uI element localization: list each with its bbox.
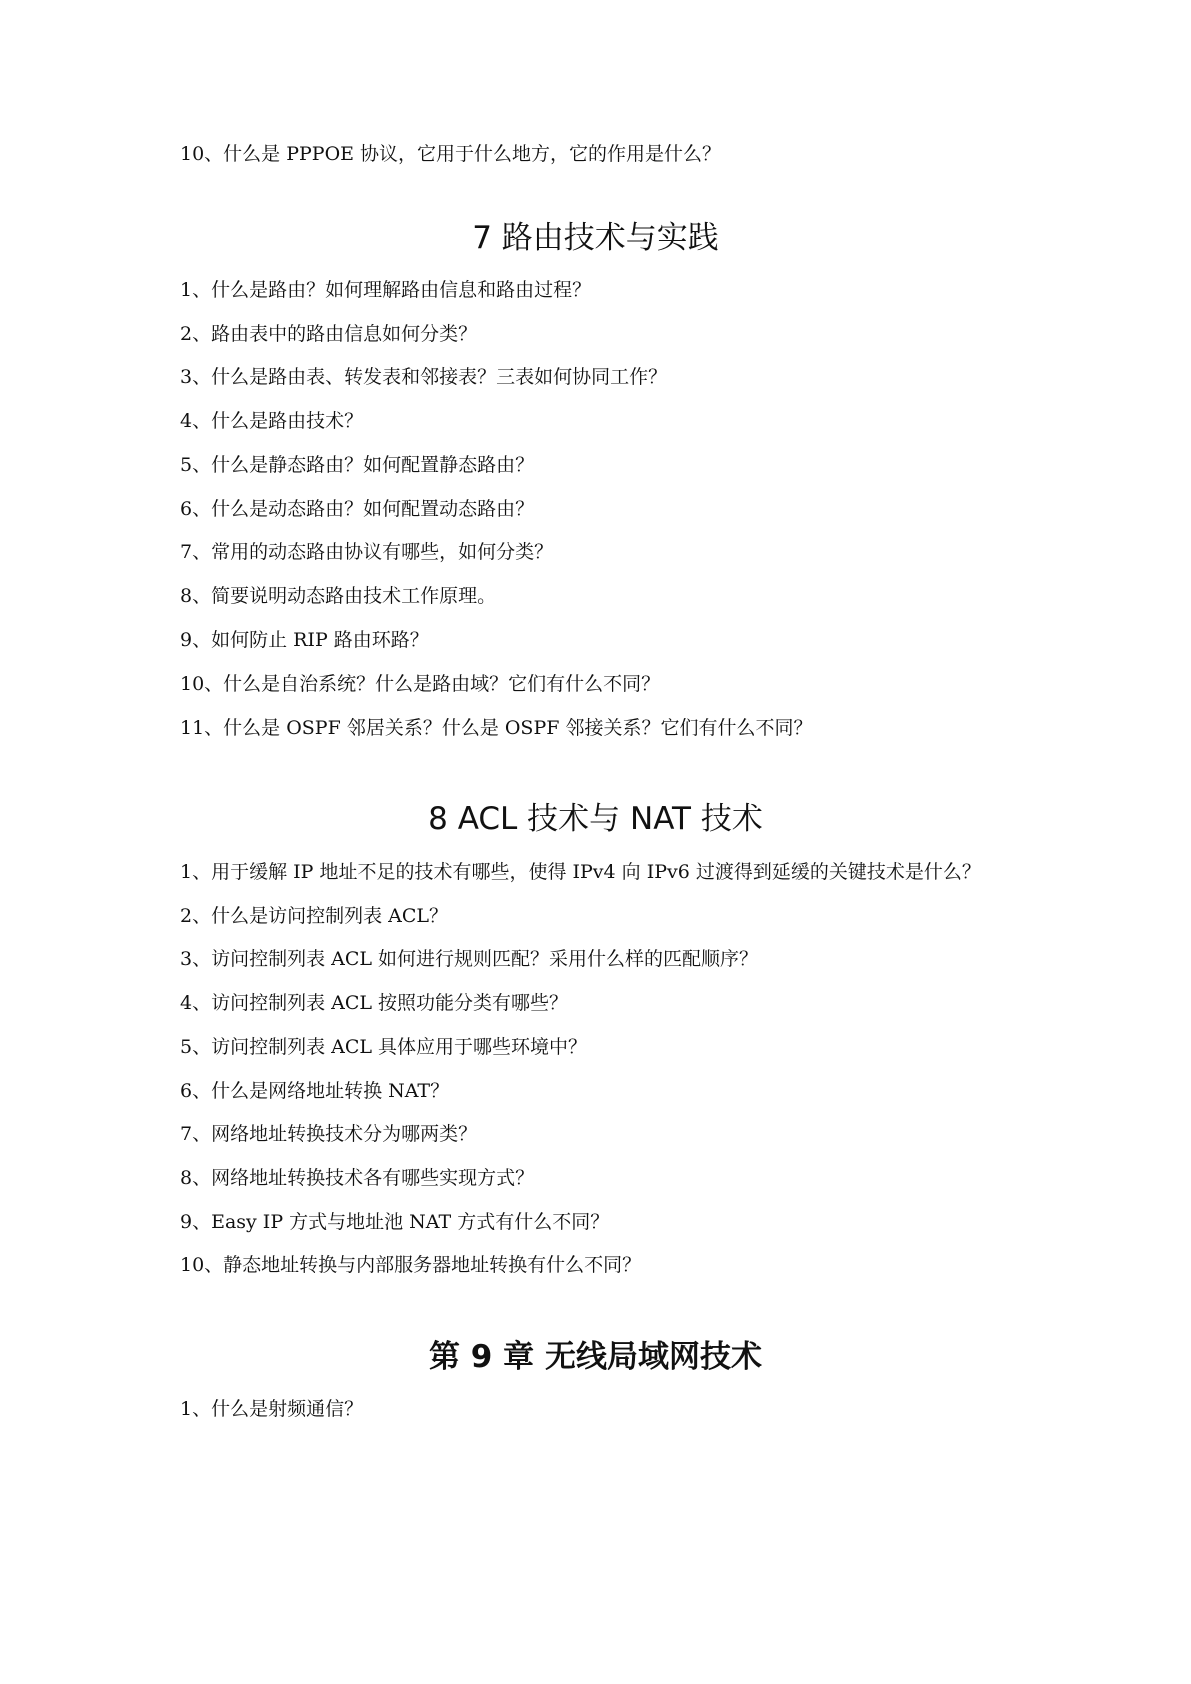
question-item: 6、什么是动态路由？如何配置动态路由？ bbox=[180, 498, 535, 520]
question-item: 10、静态地址转换与内部服务器地址转换有什么不同？ bbox=[180, 1254, 642, 1276]
question-item: 2、什么是访问控制列表 ACL？ bbox=[180, 905, 449, 927]
question-item: 10、什么是自治系统？什么是路由域？它们有什么不同？ bbox=[180, 673, 661, 695]
question-item: 7、网络地址转换技术分为哪两类？ bbox=[180, 1123, 478, 1145]
question-item: 3、什么是路由表、转发表和邻接表？三表如何协同工作？ bbox=[180, 366, 668, 388]
section-heading-7: 7 路由技术与实践 bbox=[472, 220, 719, 256]
question-item: 5、什么是静态路由？如何配置静态路由？ bbox=[180, 454, 535, 476]
question-item: 6、什么是网络地址转换 NAT？ bbox=[180, 1080, 450, 1102]
question-item: 1、什么是路由？如何理解路由信息和路由过程？ bbox=[180, 279, 592, 301]
question-item: 5、访问控制列表 ACL 具体应用于哪些环境中？ bbox=[180, 1036, 588, 1058]
section-heading-8: 8 ACL 技术与 NAT 技术 bbox=[428, 801, 763, 837]
question-item: 3、访问控制列表 ACL 如何进行规则匹配？采用什么样的匹配顺序？ bbox=[180, 948, 759, 970]
question-item: 7、常用的动态路由协议有哪些，如何分类？ bbox=[180, 541, 554, 563]
question-item: 8、简要说明动态路由技术工作原理。 bbox=[180, 585, 497, 607]
question-item: 9、Easy IP 方式与地址池 NAT 方式有什么不同？ bbox=[180, 1211, 610, 1233]
question-item: 2、路由表中的路由信息如何分类？ bbox=[180, 323, 478, 345]
question-item: 4、访问控制列表 ACL 按照功能分类有哪些？ bbox=[180, 992, 569, 1014]
question-item: 1、用于缓解 IP 地址不足的技术有哪些，使得 IPv4 向 IPv6 过渡得到延缓的关键技术是什么？ bbox=[180, 861, 981, 883]
question-item: 4、什么是路由技术？ bbox=[180, 410, 364, 432]
question-item: 8、网络地址转换技术各有哪些实现方式？ bbox=[180, 1167, 535, 1189]
question-item: 10、什么是 PPPOE 协议，它用于什么地方，它的作用是什么？ bbox=[180, 143, 722, 165]
question-item: 9、如何防止 RIP 路由环路？ bbox=[180, 629, 429, 651]
question-item: 11、什么是 OSPF 邻居关系？什么是 OSPF 邻接关系？它们有什么不同？ bbox=[180, 717, 813, 739]
question-item: 1、什么是射频通信？ bbox=[180, 1398, 364, 1420]
section-heading-9: 第 9 章 无线局域网技术 bbox=[429, 1339, 762, 1375]
